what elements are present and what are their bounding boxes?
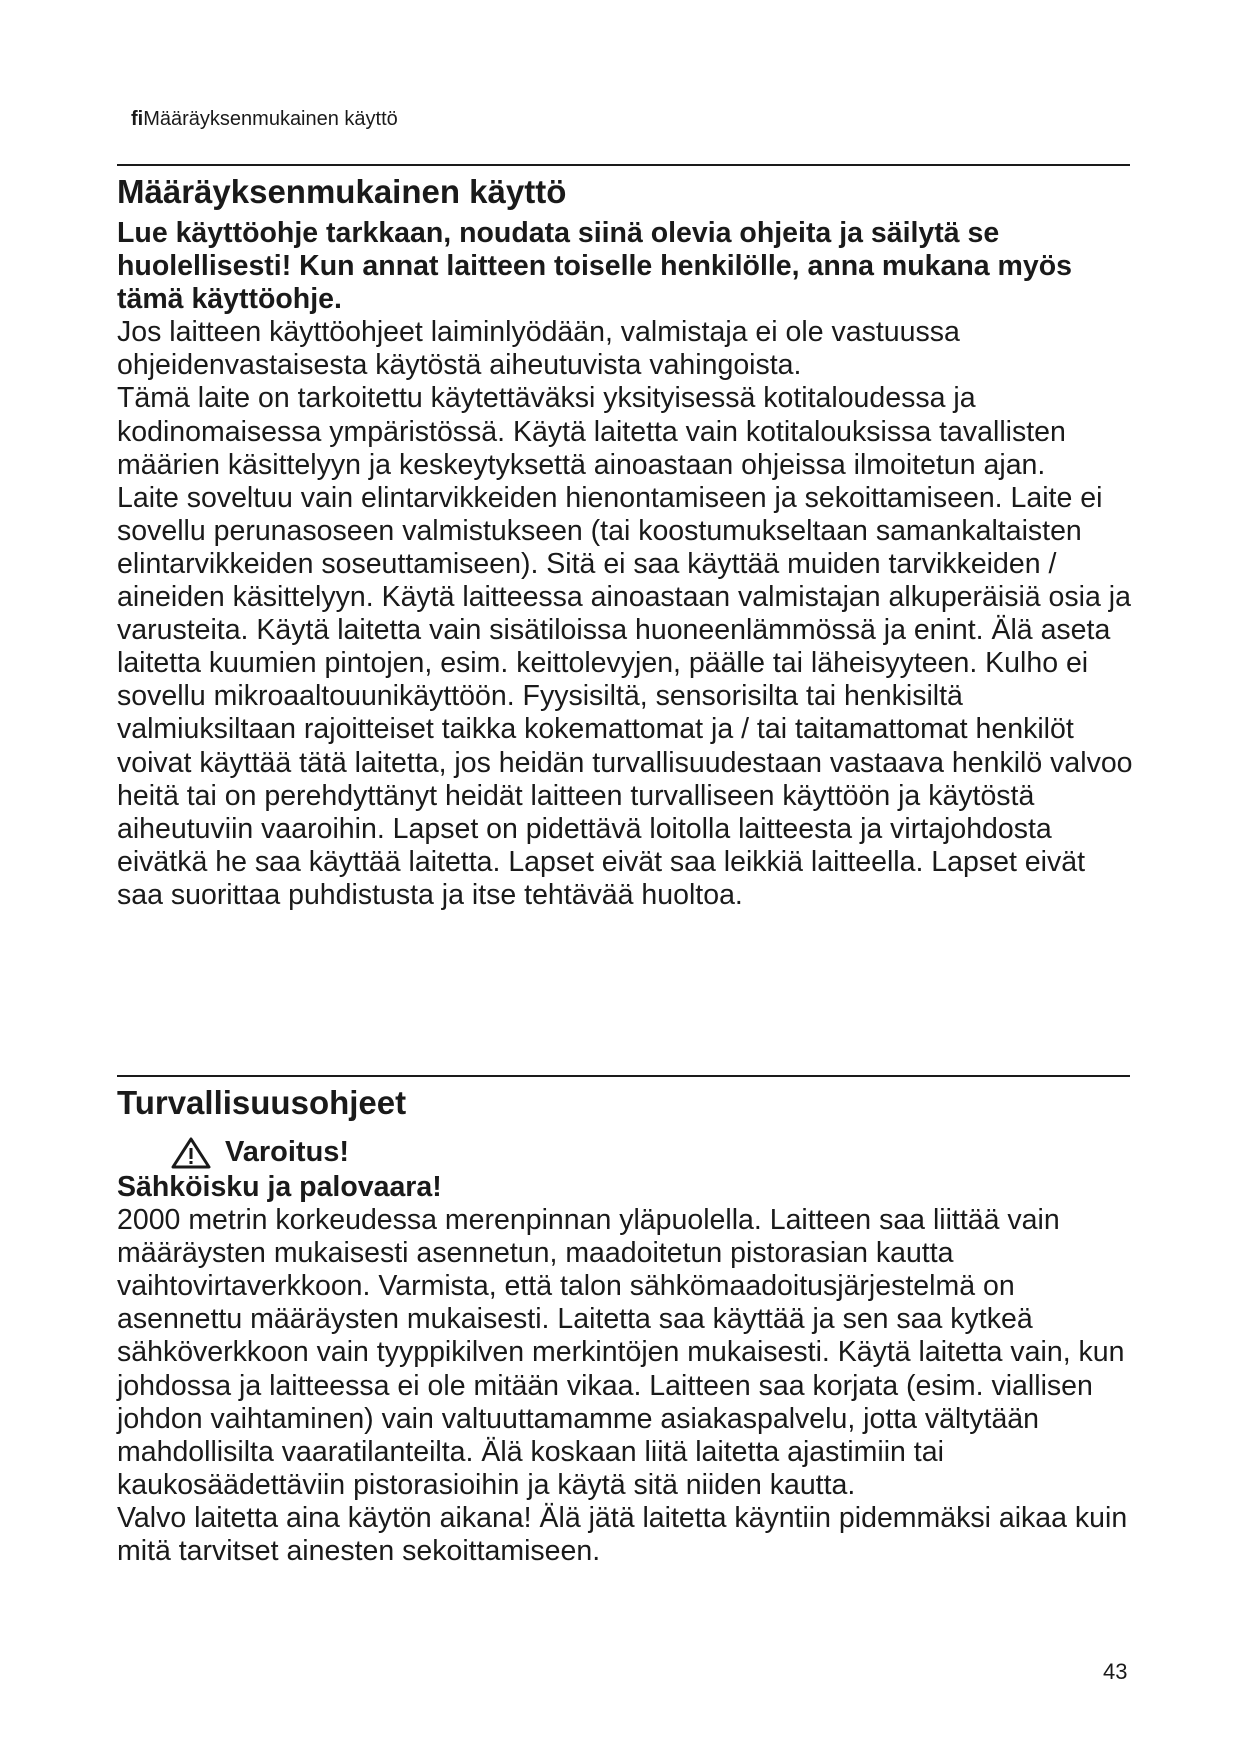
hazard-subtitle: Sähköisku ja palovaara! — [117, 1171, 442, 1203]
paragraph: Laite soveltuu vain elintarvikkeiden hienontamiseen ja sekoittamiseen. Laite ei sovellu perunasoseen valmistukseen (tai koostumukseltaan samankaltaisten elintarvikkeiden soseuttamiseen). Sitä ei saa käyttää muiden tarvikkeiden / aineiden käsittelyyn. Käytä laitteessa ainoastaan valmistajan alkuperäisiä osia ja varusteita. Käytä laitetta vain sisätiloissa huoneenlämmössä ja enint. Älä aseta laitetta kuumien pintojen, esim. keittolevyjen, päälle tai läheisyyteen. Kulho ei sovellu mikroaaltouunikäyttöön. Fyysisiltä, sensorisilta tai henkisiltä valmiuksiltaan rajoitteiset taikka kokemattomat ja / tai taitamattomat henkilöt voivat käyttää tätä laitetta, jos heidän turvallisuudestaan vastaava henkilö valvoo heitä tai on perehdyttänyt heidät laitteen turvalliseen käyttöön ja käytöstä aiheutuviin vaaroihin. Lapset on pidettävä loitolla laitteesta ja virtajohdosta eivätkä he saa käyttää laitetta. Lapset eivät saa leikkiä laitteella. Lapset eivät saa suorittaa puhdistusta ja itse tehtävää huoltoa. — [117, 481, 1133, 911]
paragraph: Tämä laite on tarkoitettu käytettäväksi yksityisessä kotitaloudessa ja kodinomaisessa ympäristössä. Käytä laitetta vain kotitalouksissa tavallisten määrien käsittelyyn ja keskeytyksettä ainoastaan ohjeissa ilmoitetun ajan. — [117, 382, 1066, 481]
paragraph: Valvo laitetta aina käytön aikana! Älä jätä laitetta käyntiin pidemmäksi aikaa kuin mitä tarvitset ainesten sekoittamiseen. — [117, 1501, 1128, 1568]
intro-paragraph: Lue käyttöohje tarkkaan, noudata siinä olevia ohjeita ja säilytä se huolellisesti! Kun annat laitteen toiselle henkilölle, anna mukana myös tämä käyttöohje. — [117, 217, 1072, 316]
paragraph: 2000 metrin korkeudessa merenpinnan yläpuolella. Laitteen saa liittää vain määräysten mukaisesti asennetun, maadoitetun pistorasian kautta vaihtovirtaverkkoon. Varmista, että talon sähkömaadoitusjärjestelmä on asennettu määräysten mukaisesti. Laitetta saa käyttää ja sen saa kytkeä sähköverkkoon vain tyyppikilven merkintöjen mukaisesti. Käytä laitetta vain, kun johdossa ja laitteessa ei ole mitään vikaa. Laitteen saa korjata (esim. viallisen johdon vaihtaminen) vain valtuuttamamme asiakaspalvelu, jotta vältytään mahdollisilta vaaratilanteilta. Älä koskaan liitä laitetta ajastimiin tai kaukosäädettäviin pistorasioihin ja käytä sitä niiden kautta. — [117, 1204, 1125, 1501]
safety-body — [117, 1171, 1137, 1568]
language-code: fi — [131, 108, 144, 130]
header-title: Määräyksenmukainen käyttö — [143, 108, 398, 130]
section-divider — [117, 1075, 1130, 1077]
paragraph: Jos laitteen käyttöohjeet laiminlyödään, valmistaja ei ole vastuussa ohjeidenvastaisesta käytöstä aiheutuvista vahingoista. — [117, 316, 960, 382]
section-body — [117, 217, 1137, 912]
section-title: Määräyksenmukainen käyttö — [117, 173, 567, 210]
warning-label: Varoitus! — [225, 1136, 350, 1168]
section-title: Turvallisuusohjeet — [117, 1084, 407, 1121]
warning-heading — [171, 1136, 349, 1169]
warning-triangle-icon — [171, 1137, 211, 1169]
running-header — [131, 108, 398, 131]
section-divider — [117, 164, 1130, 166]
page-number: 43 — [1103, 1659, 1128, 1684]
